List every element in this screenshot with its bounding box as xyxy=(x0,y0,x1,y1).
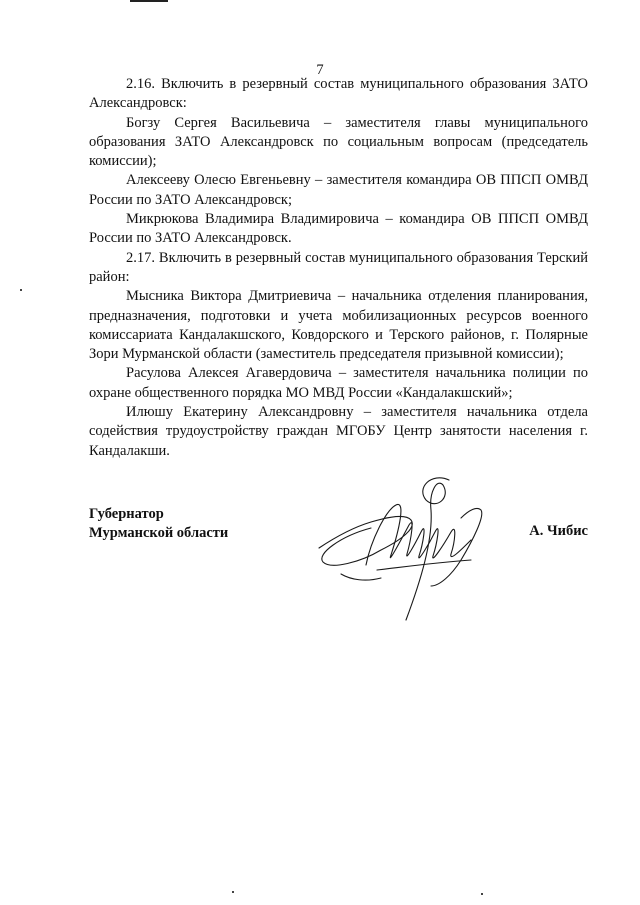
document-body xyxy=(89,75,588,461)
page-number: 7 xyxy=(316,62,324,78)
top-edge-mark xyxy=(130,0,168,2)
handwritten-signature xyxy=(311,470,511,630)
paragraph-clause-2-17: 2.17. Включить в резервный состав муниципального образования Терский район: xyxy=(89,249,588,285)
paragraph-clause-2-16: 2.16. Включить в резервный состав муниципального образования ЗАТО Александровск: xyxy=(89,76,588,112)
scan-speck xyxy=(20,289,22,291)
paragraph-member-mysnik: Мысника Виктора Дмитриевича – начальника отделения планирования, предназначения, подготовки и учета мобилизационных ресурсов военного комиссариата Кандалакшского, Ковдорского и Терского районов, г. Полярные Зори Мурманской области (заместитель председателя призывной комиссии); xyxy=(89,288,588,363)
paragraph-member-alekseeva: Алексееву Олесю Евгеньевну – заместителя командира ОВ ППСП ОМВД России по ЗАТО Александровск; xyxy=(89,172,588,208)
paragraph-member-mikryukov: Микрюкова Владимира Владимировича – командира ОВ ППСП ОМВД России по ЗАТО Александровск. xyxy=(89,211,588,247)
signatory-name: А. Чибис xyxy=(529,523,588,539)
scan-speck xyxy=(481,893,483,895)
paragraph-member-bogza: Богзу Сергея Васильевича – заместителя главы муниципального образования ЗАТО Александровск по социальным вопросам (председатель комиссии); xyxy=(89,114,588,170)
paragraph-member-rasulov: Расулова Алексея Агавердовича – заместителя начальника полиции по охране общественного порядка МО МВД России «Кандалакшский»; xyxy=(89,365,588,401)
signatory-position xyxy=(89,505,228,542)
scan-speck xyxy=(232,891,234,893)
signature-block xyxy=(89,505,588,645)
signatory-position-line2: Мурманской области xyxy=(89,524,229,541)
paragraph-member-ilyusha: Илюшу Екатерину Александровну – заместителя начальника отдела содействия трудоустройству граждан МГОБУ Центр занятости населения г. Кандалакши. xyxy=(89,404,588,459)
signatory-position-line1: Губернатор xyxy=(89,506,164,522)
